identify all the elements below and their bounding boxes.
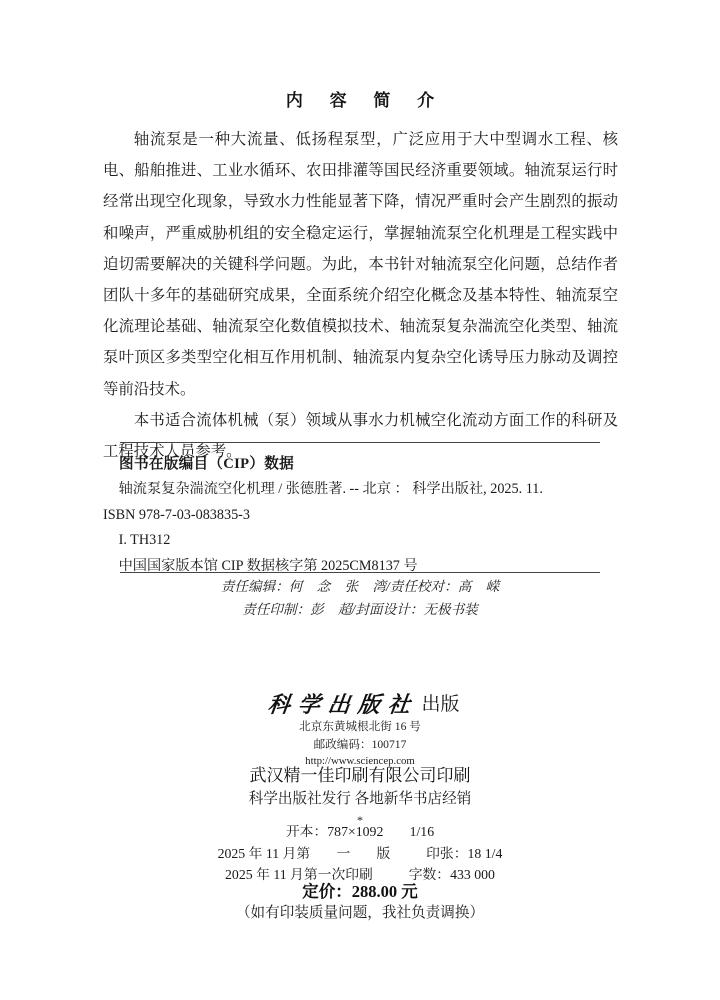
cip-divider-top — [120, 442, 600, 443]
printer-name: 武汉精一佳印刷有限公司印刷 — [249, 766, 471, 785]
sheets-value: 18 1/4 — [467, 845, 503, 861]
cip-block — [103, 452, 618, 579]
printing-block — [0, 763, 720, 830]
abstract-paragraph-2: 本书适合流体机械（泵）领域从事水力机械空化流动方面工作的科研及工程技术人员参考。 — [103, 411, 618, 461]
credits-editor-name-2: 张 — [344, 579, 359, 594]
publisher-logo-row — [0, 692, 720, 718]
cip-heading: 图书在版编目（CIP）数据 — [119, 456, 295, 472]
distribution-info: 科学出版社发行 各地新华书店经销 — [248, 791, 472, 807]
abstract-body — [103, 124, 618, 467]
credits-proofreader-name: 嵘 — [485, 579, 500, 594]
page-title: 内 容 简 介 — [285, 91, 446, 110]
abstract-paragraph-1: 轴流泵是一种大流量、低扬程泵型，广泛应用于大中型调水工程、核电、船舶推进、工业水循环、农田排灌等国民经济重要领域。轴流泵运行时经常出现空化现象，导致水力性能显著下降，情况严重时会产生剧烈的振动和噪声，严重威胁机组的安全稳定运行，掌握轴流泵空化机理是工程实践中迫切需要解决的关键科学问题。为此，本书针对轴流泵空化问题，总结作者团队十多年的基础研究成果，全面系统介绍空化概念及基本特性、轴流泵空化流理论基础、轴流泵空化数值模拟技术、轴流泵复杂湍流空化类型、轴流泵叶顶区多类型空化相互作用机制、轴流泵内复杂空化诱导压力脉动及调控等前沿技术。 — [103, 131, 618, 398]
credits-editor-label: 责任编辑：何 — [220, 579, 303, 594]
cip-registration-number: 中国国家版本馆 CIP 数据核字第 2025CM8137 号 — [118, 557, 418, 574]
credits-proofreader-label: 湾/责任校对：高 — [372, 579, 472, 594]
credits-editor-name-1: 念 — [316, 579, 331, 594]
impression-date: 2025 年 11 月第一次印刷 — [225, 867, 373, 883]
wordcount-label: 字数： — [408, 867, 451, 883]
edition-date: 2025 年 11 月第 — [217, 845, 311, 861]
cip-isbn: ISBN 978-7-03-083835-3 — [103, 506, 250, 523]
specs-line-edition — [0, 843, 720, 865]
science-press-logo: 科学出版社 — [267, 692, 421, 717]
credits-line-editor — [0, 576, 720, 599]
credits-printing-label: 责任印制：彭 — [242, 601, 324, 617]
publisher-address: 北京东黄城根北街 16 号 — [299, 720, 421, 733]
cip-divider-bottom — [120, 572, 600, 573]
wordcount-value: 433 000 — [450, 867, 495, 883]
format-fraction: 1/16 — [409, 824, 435, 839]
edition-ordinal: 一 — [336, 845, 351, 861]
publisher-url: http://www.sciencep.com — [305, 755, 415, 767]
sheets-label: 印张： — [426, 845, 468, 861]
specs-line-format — [0, 821, 720, 843]
publisher-postcode: 邮政编码：100717 — [313, 737, 407, 751]
price: 定价：288.00 元 — [302, 882, 418, 901]
cip-classification: I. TH312 — [118, 532, 171, 549]
separator-asterisk: * — [357, 813, 363, 827]
credits-line-printing — [0, 599, 720, 622]
edition-word: 版 — [376, 845, 391, 861]
quality-notice: （如有印装质量问题，我社负责调换） — [235, 905, 485, 921]
publication-specs — [0, 821, 720, 886]
credits-printing-name: 超/封面设计：无极书装 — [338, 601, 478, 617]
format-value: 787×1092 — [327, 824, 384, 839]
cip-title-statement: 轴流泵复杂湍流空化机理 / 张德胜著. -- 北京 ： 科学出版社, 2025. 11. — [118, 481, 543, 498]
publisher-logo-suffix: 出版 — [421, 694, 460, 715]
format-label: 开本： — [285, 824, 328, 839]
publisher-block — [0, 692, 720, 770]
staff-credits — [0, 576, 720, 621]
